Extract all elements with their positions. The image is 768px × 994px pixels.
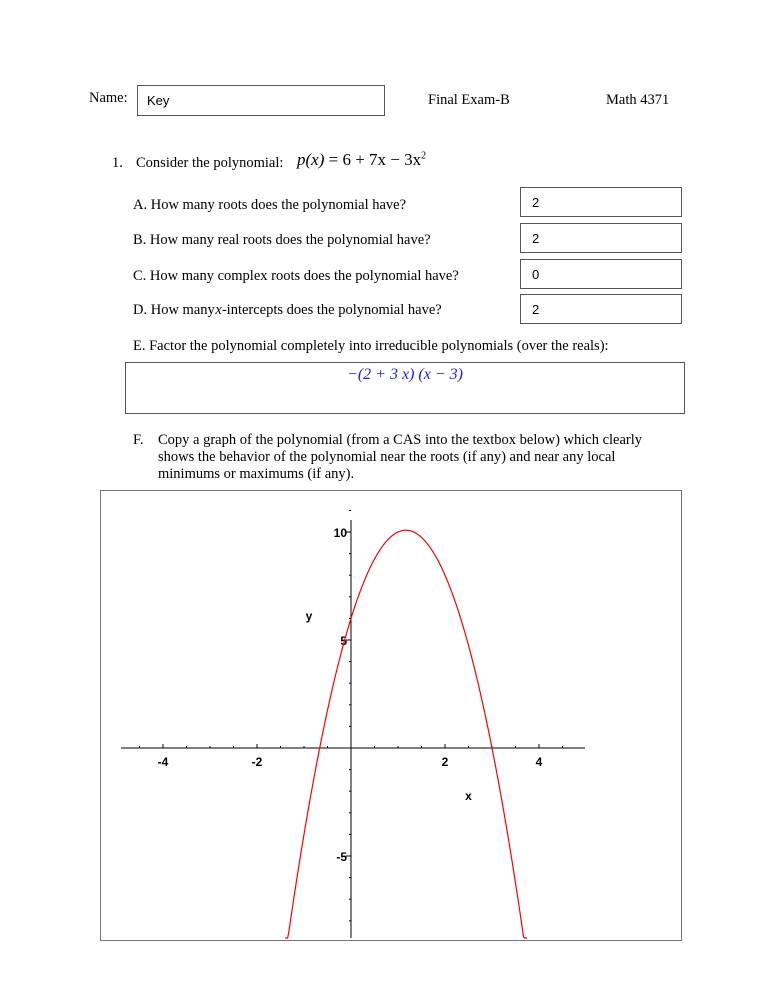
question-f-line-2: shows the behavior of the polynomial near the roots (if any) and near any local — [158, 449, 616, 465]
question-b — [133, 232, 431, 249]
factor-answer-field[interactable] — [125, 362, 685, 414]
formula-rhs: = 6 + 7x − 3x — [328, 150, 422, 169]
polynomial-plot — [101, 491, 681, 940]
question-d — [133, 302, 442, 319]
answer-b-value: 2 — [532, 231, 540, 246]
problem-intro: Consider the polynomial: — [136, 155, 284, 171]
question-d-text: How many — [150, 302, 215, 318]
question-f-label: F. — [133, 432, 144, 448]
question-e-label: E. — [133, 338, 146, 354]
question-b-text: How many real roots does the polynomial have? — [149, 232, 431, 248]
x-tick-label: 4 — [535, 755, 543, 769]
answer-c-value: 0 — [532, 267, 540, 282]
course-number: Math 4371 — [606, 92, 670, 108]
x-tick-label: -2 — [251, 755, 263, 769]
question-a-label: A. — [133, 197, 148, 213]
answer-d-value: 2 — [532, 302, 540, 317]
question-f-text — [158, 432, 688, 483]
x-axis-label: x — [465, 789, 472, 803]
formula-lhs: p(x) — [297, 150, 325, 169]
formula-exponent: 2 — [421, 150, 427, 162]
question-d-rest: -intercepts does the polynomial have? — [221, 302, 442, 318]
y-tick-label: 5 — [340, 634, 347, 648]
question-d-italic: x — [215, 302, 222, 318]
polynomial-formula — [297, 150, 426, 170]
question-a-text: How many roots does the polynomial have? — [150, 197, 407, 213]
name-value: Key — [147, 93, 170, 108]
y-tick-label: 10 — [333, 526, 347, 540]
x-tick-label: 2 — [441, 755, 449, 769]
graph-box[interactable] — [100, 490, 682, 941]
polynomial-curve — [285, 530, 527, 938]
question-e — [133, 338, 609, 355]
question-e-text: Factor the polynomial completely into irreducible polynomials (over the reals): — [149, 338, 609, 354]
exam-title: Final Exam-B — [428, 92, 510, 108]
question-c — [133, 268, 459, 285]
question-c-label: C. — [133, 268, 147, 284]
factor-answer: −(2 + 3 x) (x − 3) — [347, 366, 463, 383]
x-tick-label: -4 — [157, 755, 169, 769]
answer-a-value: 2 — [532, 195, 540, 210]
y-tick-label: -5 — [336, 850, 347, 864]
y-axis-label: y — [305, 608, 313, 623]
name-field[interactable] — [137, 85, 385, 116]
question-f-line-3: minimums or maximums (if any). — [158, 466, 355, 482]
question-c-text: How many complex roots does the polynomial have? — [149, 268, 459, 284]
name-label: Name: — [89, 90, 128, 106]
answer-b-field[interactable] — [520, 223, 682, 253]
question-b-label: B. — [133, 232, 147, 248]
question-d-label: D. — [133, 302, 148, 318]
answer-c-field[interactable] — [520, 259, 682, 289]
problem-number: 1. — [112, 155, 123, 171]
answer-d-field[interactable] — [520, 294, 682, 324]
question-a — [133, 197, 406, 214]
answer-a-field[interactable] — [520, 187, 682, 217]
question-f-line-1: Copy a graph of the polynomial (from a CAS into the textbox below) which clearly — [158, 432, 643, 448]
